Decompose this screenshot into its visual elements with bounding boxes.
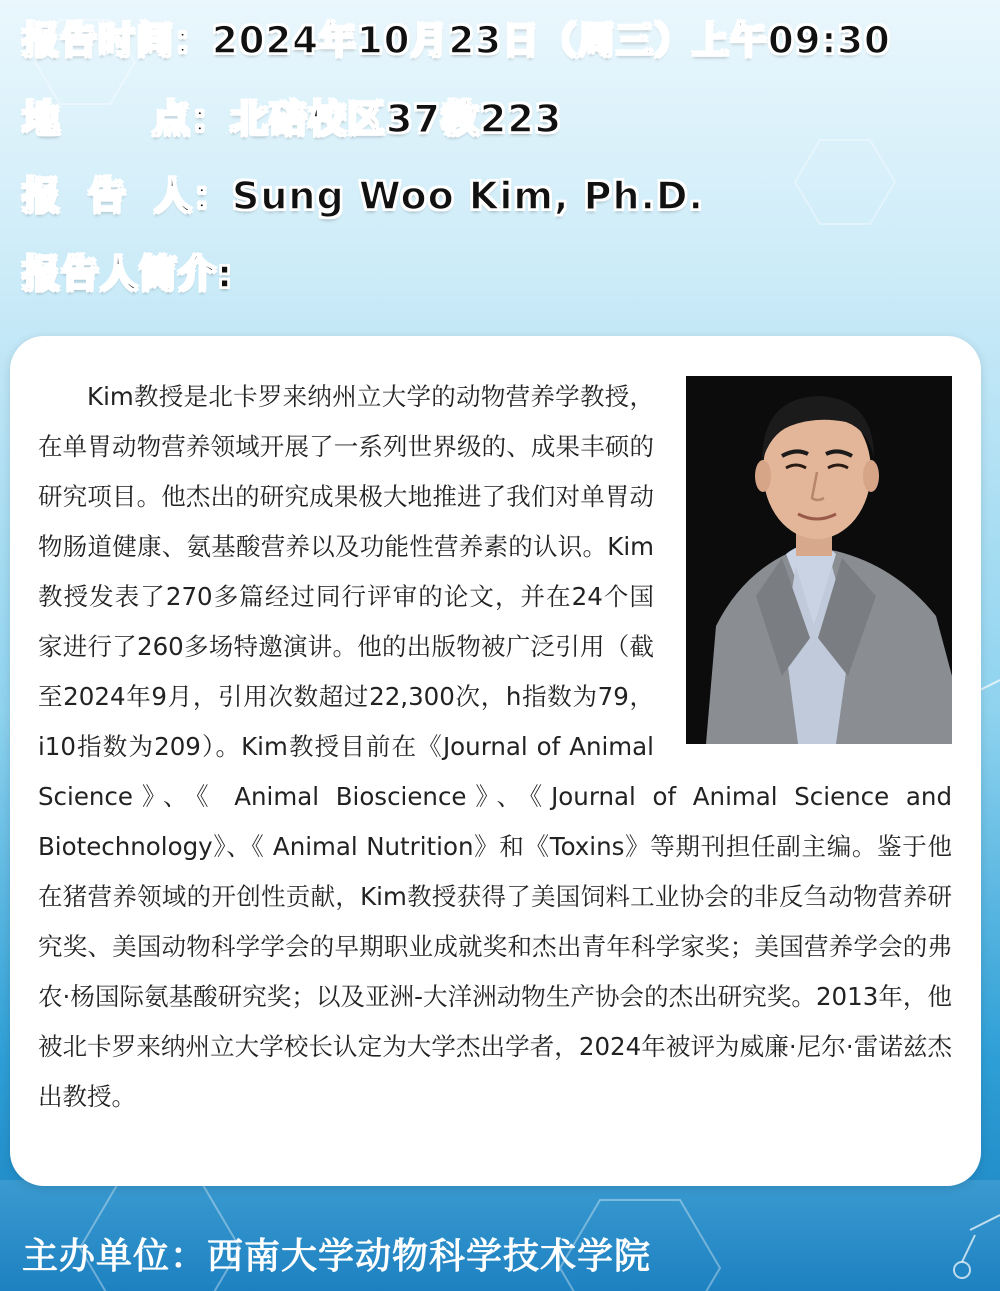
- report-time-label: 报告时间：: [22, 19, 212, 62]
- photo-spacer: [654, 372, 952, 747]
- speaker-label-part1: 报: [22, 174, 62, 218]
- speaker-intro-heading: 报告人简介:: [22, 252, 234, 296]
- speaker-label-part2: 告: [88, 174, 128, 218]
- location-line: [22, 88, 562, 143]
- speaker-value: Sung Woo Kim, Ph.D.: [232, 174, 704, 218]
- location-value: 北碚校区37教223: [230, 97, 563, 141]
- report-time-value: 2024年10月23日（周三）上午09:30: [212, 19, 891, 62]
- biography-paragraph: Kim教授是北卡罗来纳州立大学的动物营养学教授，在单胃动物营养领域开展了一系列世界级的、成果丰硕的研究项目。他杰出的研究成果极大地推进了我们对单胃动物肠道健康、氨基酸营养以及功能性营养素的认识。Kim教授发表了270多篇经过同行评审的论文，并在24个国家进行了260多场特邀演讲。他的出版物被广泛引用（截至2024年9月，引用次数超过22,300次，h指数为79，i10指数为209）。Kim教授目前在《Journal of Animal Science》、《 Animal Bioscience》、《Journal of Animal Science and Biotechnology》、《 Animal Nutrition》和《Toxins》等期刊担任副主编。鉴于他在猪营养领域的开创性贡献，Kim教授获得了美国饲料工业协会的非反刍动物营养研究奖、美国动物科学学会的早期职业成就奖和杰出青年科学家奖；美国营养学会的弗农·杨国际氨基酸研究奖；以及亚洲-大洋洲动物生产协会的杰出研究奖。2013年，他被北卡罗来纳州立大学校长认定为大学杰出学者，2024年被评为威廉·尼尔·雷诺兹杰出教授。: [38, 382, 952, 1111]
- speaker-label-part3: 人：: [154, 174, 233, 218]
- speaker-biography: [38, 372, 952, 1122]
- location-label-part1: 地: [22, 97, 62, 141]
- speaker-line: [22, 165, 704, 220]
- location-label-part2: 点：: [152, 97, 231, 141]
- report-time-line: [22, 10, 891, 64]
- organizer-line: 主办单位：西南大学动物科学技术学院: [22, 1236, 652, 1277]
